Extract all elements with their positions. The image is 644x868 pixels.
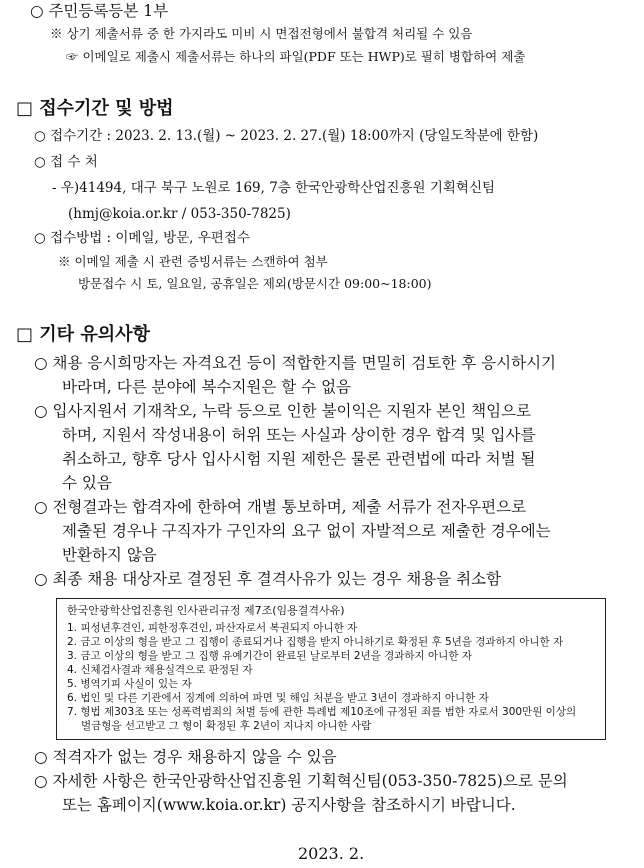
method-note-scan: ※ 이메일 제출 시 관련 증빙서류는 스캔하여 첨부: [58, 254, 328, 269]
note-5: ○ 적격자가 없는 경우 채용하지 않을 수 있음: [34, 748, 337, 766]
disqualification-item-7-cont: 벌금형을 선고받고 그 형이 확정된 후 2년이 지나지 아니한 사람: [81, 720, 372, 732]
note-6-line-1: ○ 자세한 사항은 한국안광학산업진흥원 기획혁신팀(053-350-7825)으로 문의: [34, 772, 568, 790]
note-6-line-2: 또는 홈페이지(www.koia.or.kr) 공지사항을 참조하시기 바랍니다.: [62, 796, 516, 814]
disqualification-item-3: 3. 금고 이상의 형을 받고 그 집행 유예기간이 완료된 날로부터 2년을 경과하지 아니한 자: [67, 650, 472, 662]
note-missing-documents: ※ 상기 제출서류 중 한 가지라도 미비 시 면접전형에서 불합격 처리될 수 있음: [50, 26, 473, 41]
disqualification-title: 한국안광학산업진흥원 인사관리규정 제7조(임용결격사유): [67, 604, 345, 617]
disqualification-item-6: 6. 법인 및 다른 기관에서 징계에 의하여 파면 및 해임 처분을 받고 3년이 경과하지 아니한 자: [67, 692, 489, 704]
note-1-line-2: 바라며, 다른 분야에 복수지원은 할 수 없음: [62, 378, 352, 396]
note-3-line-3: 반환하지 않음: [62, 546, 157, 564]
disqualification-item-1: 1. 피성년후견인, 피한정후견인, 파산자로서 복권되지 아니한 자: [67, 622, 358, 634]
disqualification-item-5: 5. 병역기피 사실이 있는 자: [67, 678, 192, 690]
section-heading-notes: □ 기타 유의사항: [16, 324, 150, 345]
application-contact: (hmj@koia.or.kr / 053-350-7825): [68, 206, 291, 222]
section-heading-application: □ 접수기간 및 방법: [16, 98, 174, 119]
application-place-label: ○ 접 수 처: [34, 154, 98, 170]
disqualification-item-2: 2. 금고 이상의 형을 받고 그 집행이 종료되거나 집행을 받지 아니하기로 확정된 후 5년을 경과하지 아니한 자: [67, 636, 564, 648]
disqualification-item-7: 7. 형법 제303조 또는 성폭력범죄의 처벌 등에 관한 특례법 제10조에 규정된 죄를 범한 자로서 300만원 이상의: [67, 706, 577, 718]
document-date: 2023. 2.: [298, 844, 365, 863]
note-2-line-4: 수 있음: [62, 474, 112, 492]
disqualification-item-4: 4. 신체검사결과 채용실격으로 판정된 자: [67, 664, 253, 676]
application-period: ○ 접수기간 : 2023. 2. 13.(월) ~ 2023. 2. 27.(월) 18:00까지 (당일도착분에 한함): [34, 128, 539, 144]
note-1-line-1: ○ 채용 응시희망자는 자격요건 등이 적합한지를 면밀히 검토한 후 응시하시기: [34, 354, 557, 372]
application-method: ○ 접수방법 : 이메일, 방문, 우편접수: [34, 230, 250, 246]
note-2-line-3: 취소하고, 향후 당사 입사시험 지원 제한은 물론 관련법에 따라 처벌 될: [62, 450, 536, 468]
note-2-line-1: ○ 입사지원서 기재착오, 누락 등으로 인한 불이익은 지원자 본인 책임으로: [34, 402, 532, 420]
note-3-line-1: ○ 전형결과는 합격자에 한하여 개별 통보하며, 제출 서류가 전자우편으로: [34, 498, 527, 516]
application-address: - 우)41494, 대구 북구 노원로 169, 7층 한국안광학산업진흥원 기획혁신팀: [52, 180, 496, 196]
note-3-line-2: 제출된 경우나 구직자가 구인자의 요구 없이 자발적으로 제출한 경우에는: [62, 522, 551, 540]
method-note-visit-hours: 방문접수 시 토, 일요일, 공휴일은 제외(방문시간 09:00~18:00): [78, 276, 432, 291]
disqualification-box: [56, 598, 606, 740]
note-4: ○ 최종 채용 대상자로 결정된 후 결격사유가 있는 경우 채용을 취소함: [34, 570, 502, 588]
note-2-line-2: 하며, 지원서 작성내용이 허위 또는 사실과 상이한 경우 합격 및 입사를: [62, 426, 536, 444]
item-resident-registration: ○ 주민등록등본 1부: [30, 2, 169, 20]
note-email-pdf: ☞ 이메일로 제출시 제출서류는 하나의 파일(PDF 또는 HWP)로 필히 병합하여 제출: [66, 49, 526, 64]
